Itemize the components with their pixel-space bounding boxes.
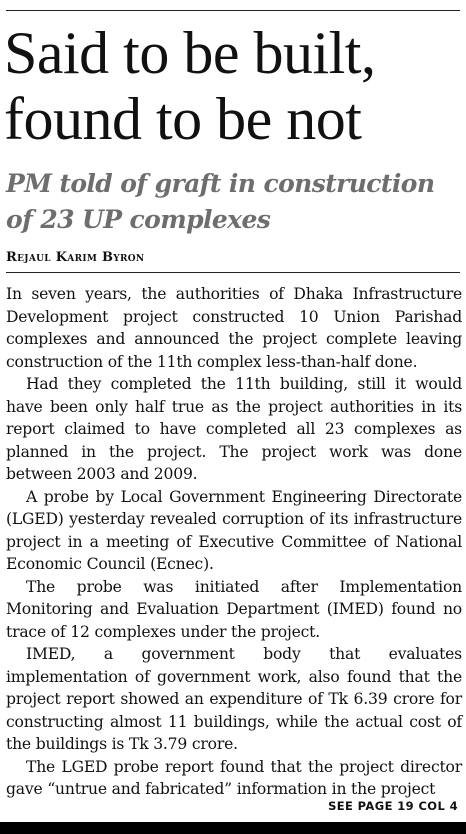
article-paragraph-1: In seven years, the authorities of Dhaka Infrastructure Development project constructed 10 Union Parishad complexes and announced the project complete leaving construction of the 11th complex less-than-half done. [6, 285, 462, 371]
bottom-bar [0, 822, 466, 834]
headline-line-2: found to be not [4, 86, 362, 152]
article-paragraph-4: The probe was initiated after Implementation Monitoring and Evaluation Department (IMED) found no trace of 12 complexes under the project. [6, 577, 462, 641]
article-paragraph-2: Had they completed the 11th building, still it would have been only half true as the project authorities in its report claimed to have completed all 23 complexes as planned in the project. The project work was done between 2003 and 2009. [6, 375, 462, 483]
byline-rule [6, 272, 460, 273]
headline-line-1: Said to be built, [4, 20, 376, 86]
headline [4, 20, 464, 152]
top-rule [6, 10, 460, 11]
subheadline-line-1: PM told of graft in construction [6, 169, 435, 198]
byline: Rejaul Karim Byron [6, 250, 145, 265]
article-body [6, 283, 462, 801]
article-paragraph-5: IMED, a government body that evaluates implementation of government work, also found that the project report showed an expenditure of Tk 6.39 crore for constructing almost 11 buildings, while the actual cost of the buildings is Tk 3.79 crore. [6, 645, 462, 753]
subheadline [6, 166, 462, 238]
article-paragraph-6: The LGED probe report found that the project director gave “untrue and fabricated” information in the project [6, 757, 462, 798]
article-paragraph-3: A probe by Local Government Engineering Directorate (LGED) yesterday revealed corruption of its infrastructure project in a meeting of Executive Committee of National Economic Council (Ecnec). [6, 487, 462, 573]
continued-on-page: SEE PAGE 19 COL 4 [328, 799, 458, 813]
subheadline-line-2: of 23 UP complexes [6, 205, 271, 234]
